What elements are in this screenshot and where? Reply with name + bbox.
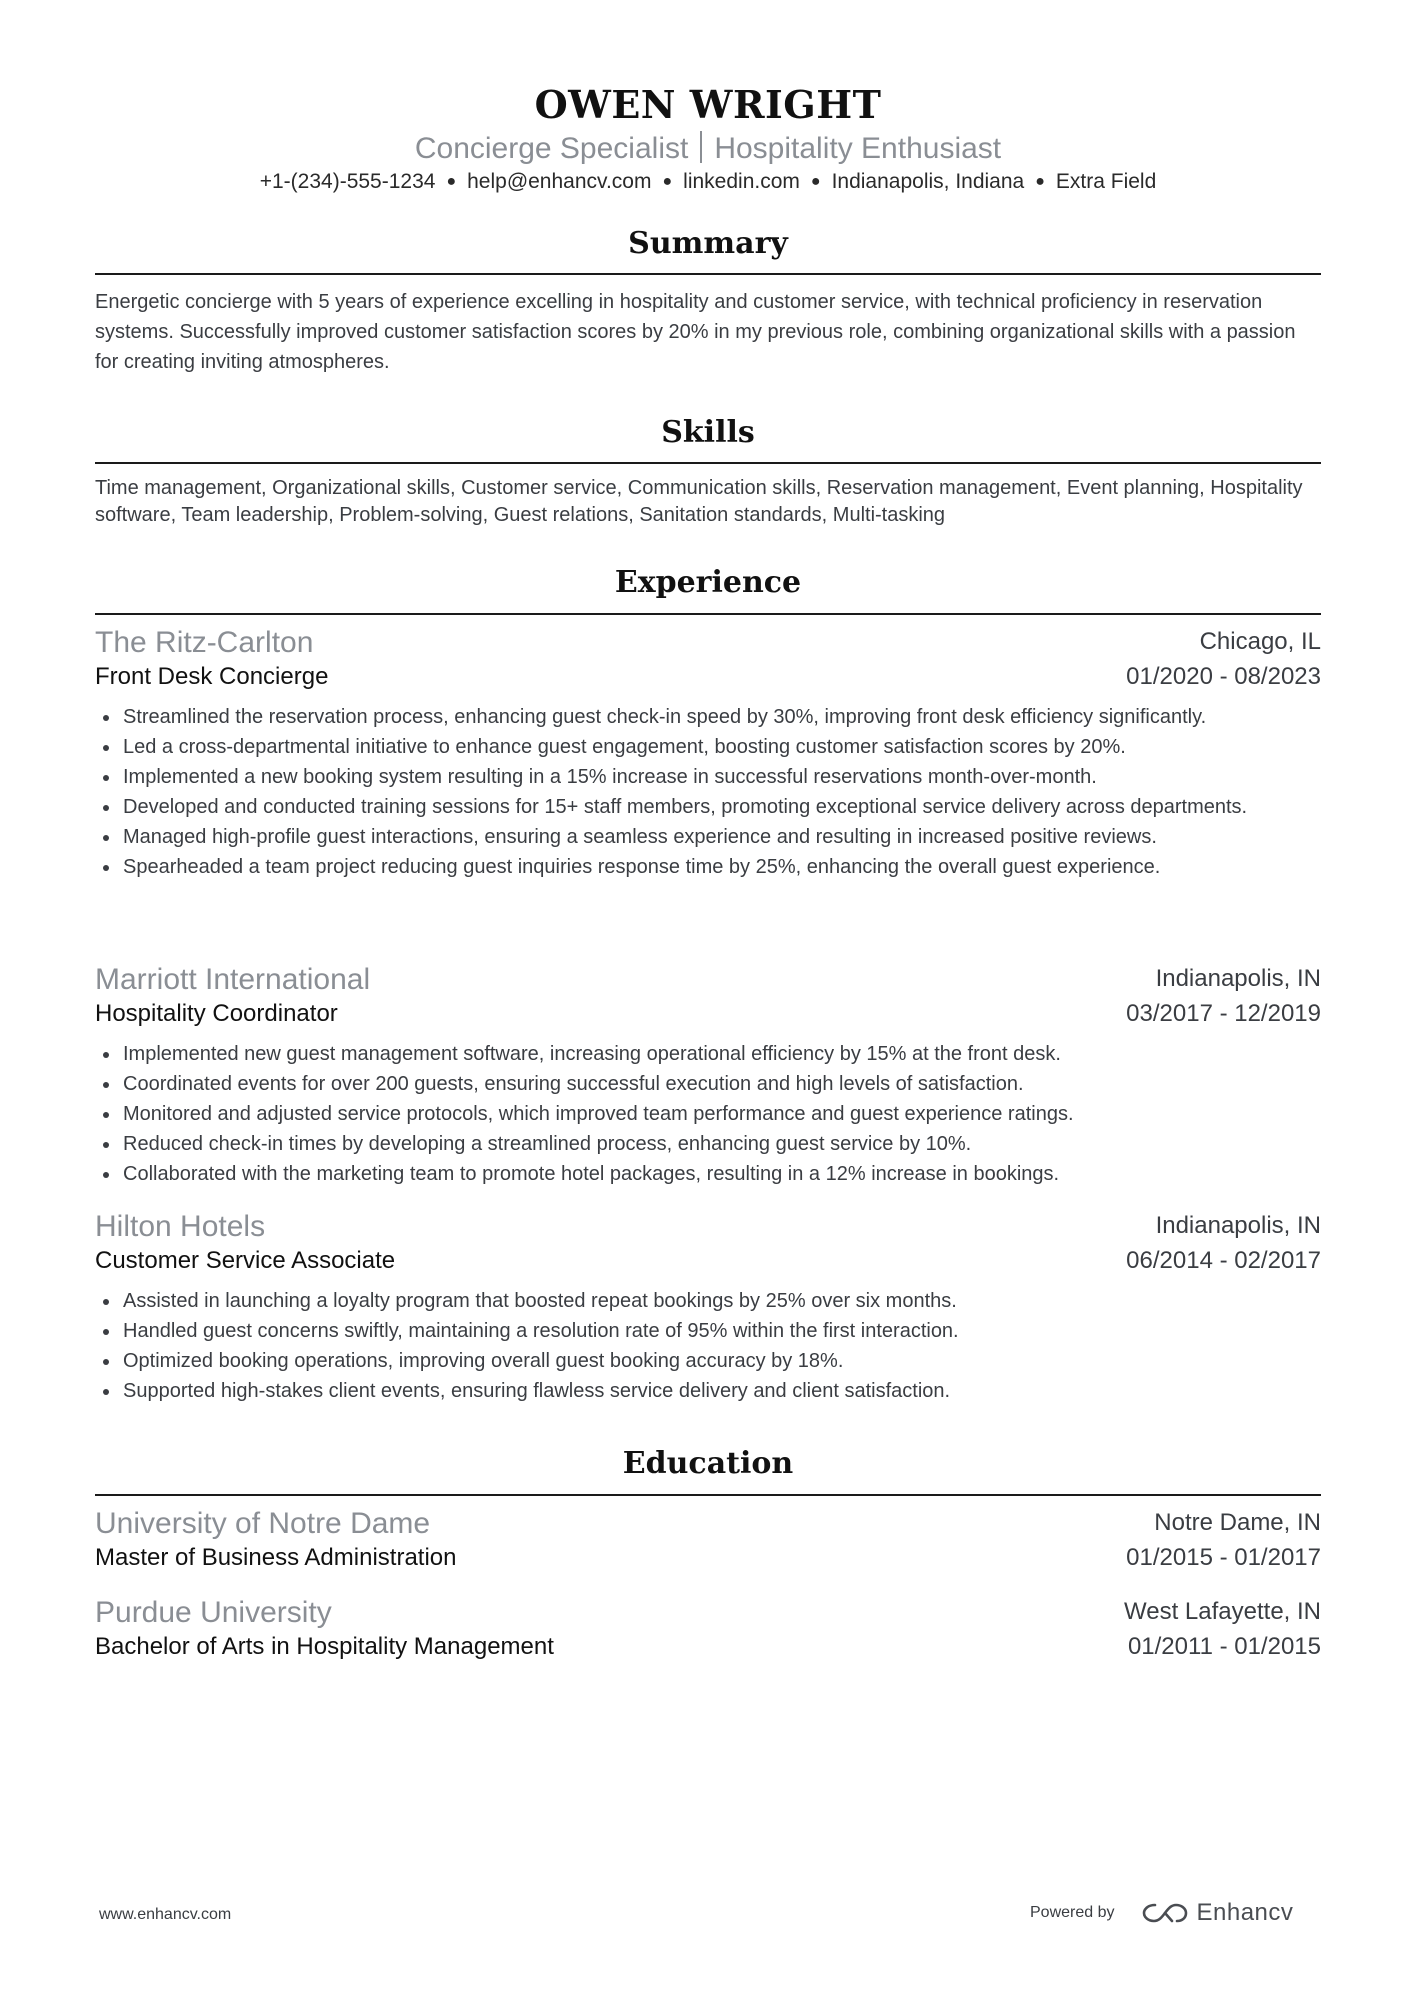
bullet-dot: ● [1035,173,1045,190]
candidate-title [95,131,1321,166]
job-dates: 06/2014 - 02/2017 [1126,1247,1321,1274]
title-secondary: Hospitality Enthusiast [714,132,1002,165]
education-school: Purdue University [95,1596,332,1629]
footer-branding [1030,1896,1293,1930]
candidate-name: OWEN WRIGHT [534,82,882,127]
job-location: Chicago, IL [1199,628,1321,655]
job-bullets [95,1039,1321,1189]
job-bullet: Supported high-stakes client events, ensuring flawless service delivery and client satisfaction. [95,1376,1321,1406]
contact-extra: Extra Field [1055,170,1157,193]
summary-text: Energetic concierge with 5 years of experience excelling in hospitality and customer service, with technical proficiency in reservation systems. Successfully improved customer satisfaction scores by 20% in my previous role, combining organizational skills with a passion for creating inviting atmospheres. [95,291,1296,373]
section-divider [95,1494,1321,1496]
job-bullet: Spearheaded a team project reducing guest inquiries response time by 25%, enhancing the overall guest experience. [95,852,1321,882]
education-degree: Bachelor of Arts in Hospitality Management [95,1633,554,1660]
job-location: Indianapolis, IN [1155,965,1321,992]
job-bullet: Implemented a new booking system resulting in a 15% increase in successful reservations month-over-month. [95,762,1321,792]
job-bullets [95,1286,1321,1406]
job-bullet: Implemented new guest management software, increasing operational efficiency by 15% at the front desk. [95,1039,1321,1069]
job-role: Front Desk Concierge [95,663,329,690]
education-degree: Master of Business Administration [95,1544,457,1571]
contact-phone: +1-(234)-555-1234 [259,170,436,193]
section-divider [95,613,1321,615]
education-location: Notre Dame, IN [1154,1509,1321,1536]
education-dates: 01/2015 - 01/2017 [1126,1544,1321,1571]
enhancv-logo-icon [1141,1900,1189,1926]
contact-email[interactable]: help@enhancv.com [467,170,652,193]
job-location: Indianapolis, IN [1155,1212,1321,1239]
job-role: Customer Service Associate [95,1247,396,1274]
bullet-dot: ● [810,173,821,190]
footer-website[interactable]: www.enhancv.com [99,1906,232,1923]
skills-heading: Skills [661,415,755,450]
education-school: University of Notre Dame [95,1507,431,1540]
job-bullet: Coordinated events for over 200 guests, ensuring successful execution and high levels of satisfaction. [95,1069,1321,1099]
job-bullet: Monitored and adjusted service protocols, which improved team performance and guest experience ratings. [95,1099,1321,1129]
job-company: Marriott International [95,963,371,996]
education-heading: Education [622,1446,794,1481]
job-company: The Ritz-Carlton [95,626,314,659]
contact-location: Indianapolis, Indiana [831,170,1025,193]
section-divider [95,462,1321,464]
section-divider [95,273,1321,275]
job-bullet: Reduced check-in times by developing a streamlined process, enhancing guest service by 10%. [95,1129,1321,1159]
title-primary: Concierge Specialist [414,132,689,165]
education-entry [95,1596,1321,1666]
brand-name[interactable]: Enhancv [1196,1899,1294,1926]
education-entry [95,1507,1321,1577]
job-bullet: Optimized booking operations, improving overall guest booking accuracy by 18%. [95,1346,1321,1376]
job-dates: 01/2020 - 08/2023 [1126,663,1321,690]
experience-heading: Experience [614,565,802,600]
job-bullet: Assisted in launching a loyalty program that boosted repeat bookings by 25% over six months. [95,1286,1321,1316]
bullet-dot: ● [662,173,673,190]
job-bullet: Managed high-profile guest interactions, ensuring a seamless experience and resulting in increased positive reviews. [95,822,1321,852]
job-bullet: Led a cross-departmental initiative to enhance guest engagement, boosting customer satisfaction scores by 20%. [95,732,1321,762]
powered-by-label: Powered by [1030,1904,1115,1921]
job-bullet: Collaborated with the marketing team to promote hotel packages, resulting in a 12% increase in bookings. [95,1159,1321,1189]
job-bullet: Developed and conducted training sessions for 15+ staff members, promoting exceptional service delivery across departments. [95,792,1321,822]
summary-heading: Summary [628,226,788,261]
job-bullets [95,702,1321,882]
job-role: Hospitality Coordinator [95,1000,338,1027]
education-dates: 01/2011 - 01/2015 [1127,1633,1321,1660]
education-location: West Lafayette, IN [1124,1598,1321,1625]
job-company: Hilton Hotels [95,1210,266,1243]
contact-info [95,170,1321,194]
title-divider [700,131,702,163]
job-bullet: Streamlined the reservation process, enhancing guest check-in speed by 30%, improving front desk efficiency significantly. [95,702,1321,732]
bullet-dot: ● [446,173,457,190]
job-dates: 03/2017 - 12/2019 [1126,1000,1321,1027]
skills-text: Time management, Organizational skills, Customer service, Communication skills, Reservation management, Event planning, Hospitality software, Team leadership, Problem-solving, Guest relations, Sanitation standards, Multi-tasking [95,477,1303,526]
job-bullet: Handled guest concerns swiftly, maintaining a resolution rate of 95% within the first interaction. [95,1316,1321,1346]
contact-linkedin[interactable]: linkedin.com [683,170,800,193]
